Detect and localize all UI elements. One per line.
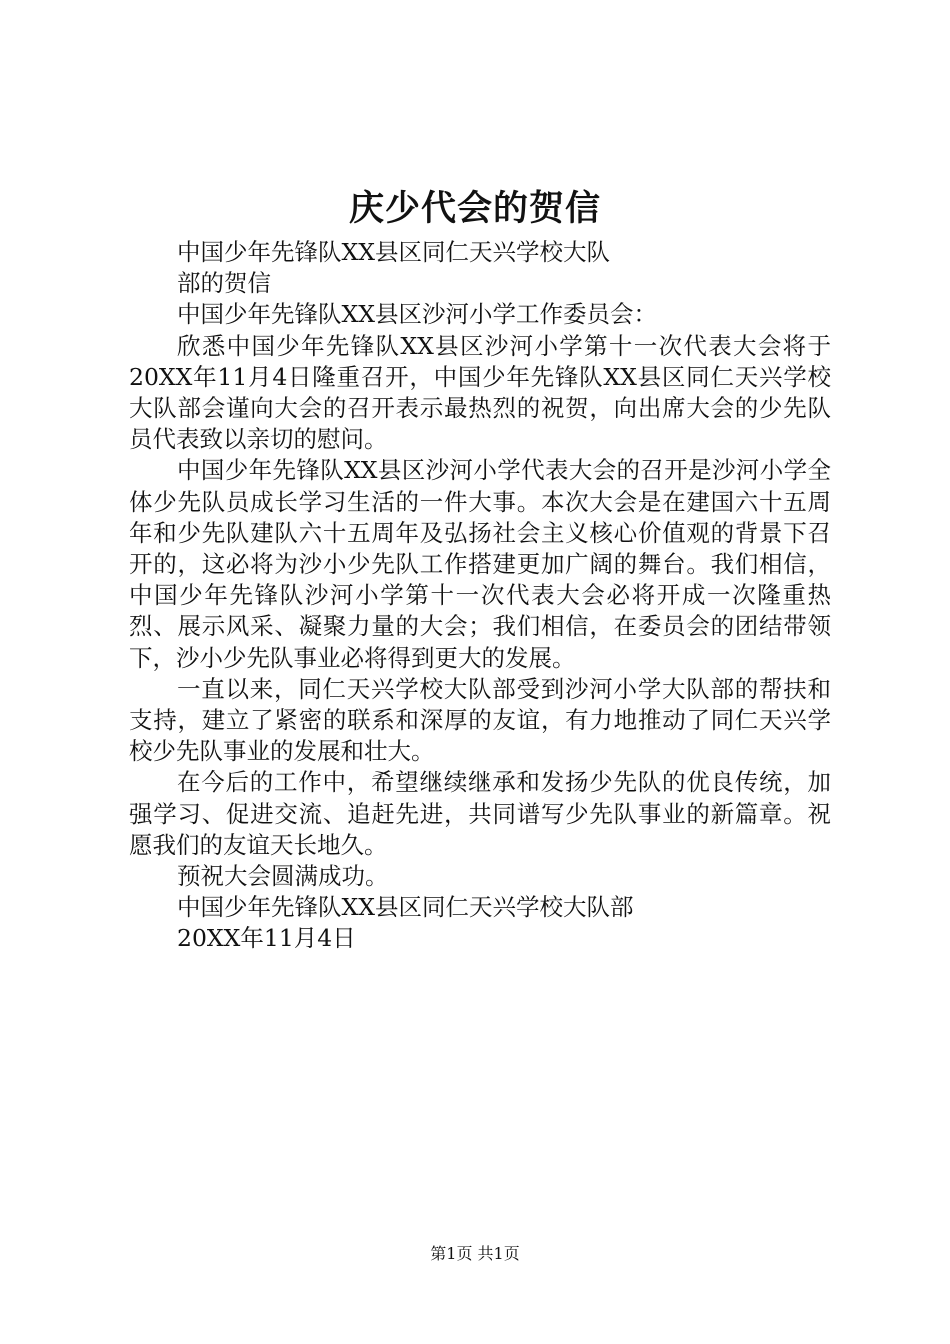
header-line: 中国少年先锋队XX县区同仁天兴学校大队 — [177, 238, 610, 266]
paragraph: 欣悉中国少年先锋队XX县区沙河小学第十一次代表大会将于20XX年11月4日隆重召开，中国少年先锋队XX县区同仁天兴学校大队部会谨向大会的召开表示最热烈的祝贺，向出席大会的少先队员代表致以亲切的慰问。 — [129, 331, 831, 454]
paragraph: 在今后的工作中，希望继续继承和发扬少先队的优良传统，加强学习、促进交流、追赶先进，共同谱写少先队事业的新篇章。祝愿我们的友谊天长地久。 — [129, 768, 831, 859]
document-title: 庆少代会的贺信 — [348, 188, 601, 229]
paragraph: 一直以来，同仁天兴学校大队部受到沙河小学大队部的帮扶和支持，建立了紧密的联系和深厚的友谊，有力地推动了同仁天兴学校少先队事业的发展和壮大。 — [129, 674, 831, 766]
closing-line: 预祝大会圆满成功。 — [177, 862, 389, 891]
paragraph: 中国少年先锋队XX县区沙河小学代表大会的召开是沙河小学全体少先队员成长学习生活的一件大事。本次大会是在建国六十五周年和少先队建队六十五周年及弘扬社会主义核心价值观的背景下召开的，这必将为沙小少先队工作搭建更加广阔的舞台。我们相信，中国少年先锋队沙河小学第十一次代表大会必将开成一次隆重热烈、展示风采、凝聚力量的大会；我们相信，在委员会的团结带领下，沙小少先队事业必将得到更大的发展。 — [129, 456, 831, 672]
page-footer: 第1页 共1页 — [430, 1244, 520, 1263]
letter-body — [129, 237, 831, 955]
signature: 中国少年先锋队XX县区同仁天兴学校大队部 — [177, 893, 634, 922]
header-line: 部的贺信 — [177, 269, 271, 298]
salutation: 中国少年先锋队XX县区沙河小学工作委员会： — [177, 300, 657, 329]
date: 20XX年11月4日 — [177, 924, 356, 953]
